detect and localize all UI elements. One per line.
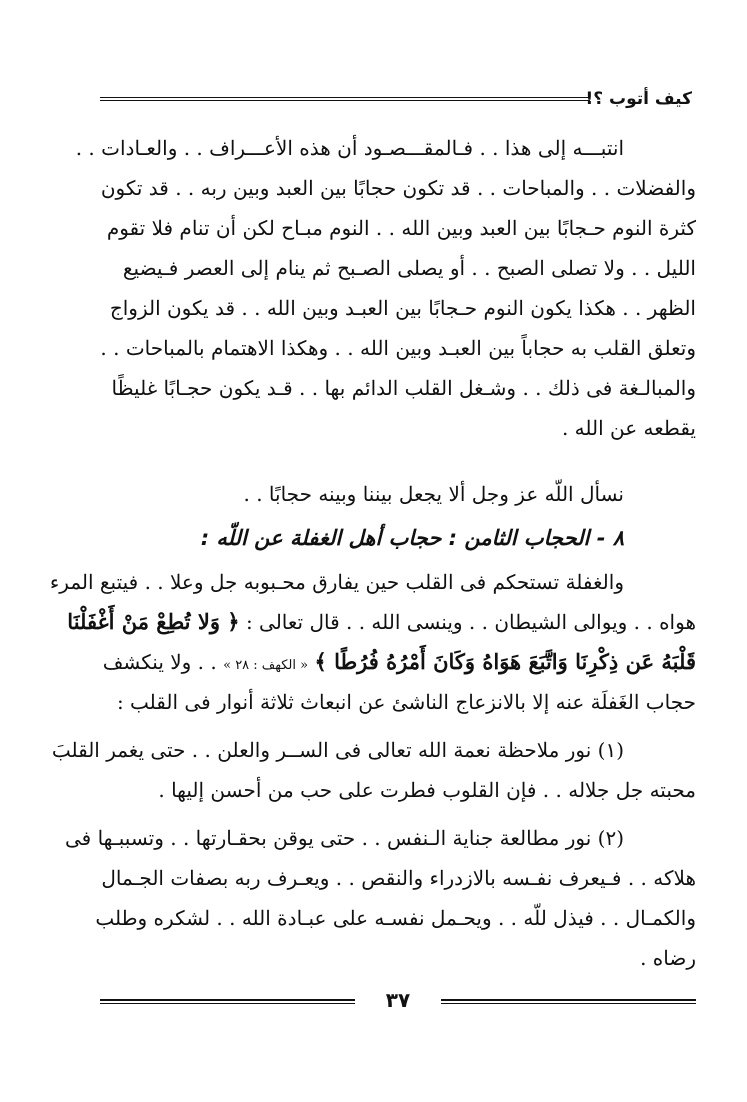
footer-rule xyxy=(441,999,696,1004)
text-line: (١) نور ملاحظة نعمة الله تعالى فى الســر والعلن . . حتى يغمر القلبَ xyxy=(51,738,624,762)
text-line: والكمـال . . فيذل للّه . . ويحـمل نفسـه على عبـادة الله . . لشكره وطلب xyxy=(95,906,696,930)
text-line: انتبـــه إلى هذا . . فـالمقـــصـود أن هذه الأعـــراف . . والعـادات . . xyxy=(75,136,624,160)
text-line: الظهر . . هكذا يكون النوم حـجابًا بين العبـد وبين الله . . قد يكون الزواج xyxy=(109,296,696,320)
quran-verse: ﴿ وَلا تُطِعْ مَنْ أَغْفَلْنَا xyxy=(67,609,240,634)
quran-verse: قَلْبَهُ عَن ذِكْرِنَا وَاتَّبَعَ هَوَاهُ وَكَانَ أَمْرُهُ فُرُطًا ﴾ xyxy=(314,649,696,674)
text-segment: هواه . . ويوالى الشيطان . . وينسى الله . . قال تعالى : xyxy=(245,610,696,634)
text-line: وتعلق القلب به حجاباً بين العبـد وبين الله . . وهكذا الاهتمام بالمباحات . . xyxy=(100,336,696,360)
text-line: حجاب الغَفلَة عنه إلا بالانزعاج الناشئ عن انبعاث ثلاثة أنوار فى القلب : xyxy=(116,690,696,714)
text-line xyxy=(67,602,696,642)
book-title: كيف أتوب ؟! xyxy=(585,89,692,109)
paragraph-4 xyxy=(51,730,696,810)
paragraph-2: نسأل اللّه عز وجل ألا يجعل بيننا وبينه حجابًا . . xyxy=(243,482,624,506)
paragraph-5 xyxy=(65,818,696,978)
text-line: والغفلة تستحكم فى القلب حين يفارق محـبوبه جل وعلا . . فيتبع المرء xyxy=(49,570,624,594)
footer-rule xyxy=(100,999,355,1004)
page-footer xyxy=(100,985,696,1015)
text-line: رضاه . xyxy=(640,946,696,970)
text-line: هلاكه . . فـيعرف نفـسه بالازدراء والنقص . . ويعـرف ربه بصفات الجـمال xyxy=(101,866,696,890)
text-line: والمبالـغة فى ذلك . . وشـغل القلب الدائم بها . . قـد يكون حجـابًا غليظًا xyxy=(111,376,696,400)
paragraph-3 xyxy=(49,562,696,722)
page-body xyxy=(49,128,696,978)
verse-reference: « الكهف : ٢٨ » xyxy=(223,658,309,673)
text-line xyxy=(100,642,696,682)
text-segment: . . ولا ينكشف xyxy=(102,650,217,674)
text-line: يقطعه عن الله . xyxy=(561,416,696,440)
text-line: (٢) نور مطالعة جناية الـنفس . . حتى يوقن بحقـارتها . . وتسببـها فى xyxy=(65,826,624,850)
paragraph-1 xyxy=(75,128,696,448)
running-header xyxy=(100,88,692,118)
text-line: الليل . . ولا تصلى الصبح . . أو يصلى الصـبح ثم ينام إلى العصر فـيضيع xyxy=(122,256,696,280)
header-rule xyxy=(100,97,590,101)
text-line: كثرة النوم حـجابًا بين العبد وبين الله . . النوم مبـاح لكن أن تنام فلا تقوم xyxy=(106,216,696,240)
section-heading: ٨ - الحجاب الثامن : حجاب أهل الغفلة عن اللّه : xyxy=(200,526,624,550)
text-line: والفضلات . . والمباحات . . قد تكون حجابًا بين العبد وبين ربه . . قد تكون xyxy=(100,176,696,200)
text-line: محبته جل جلاله . . فإن القلوب فطرت على حب من أحسن إليها . xyxy=(158,778,696,802)
page-number: ٣٧ xyxy=(385,988,411,1012)
